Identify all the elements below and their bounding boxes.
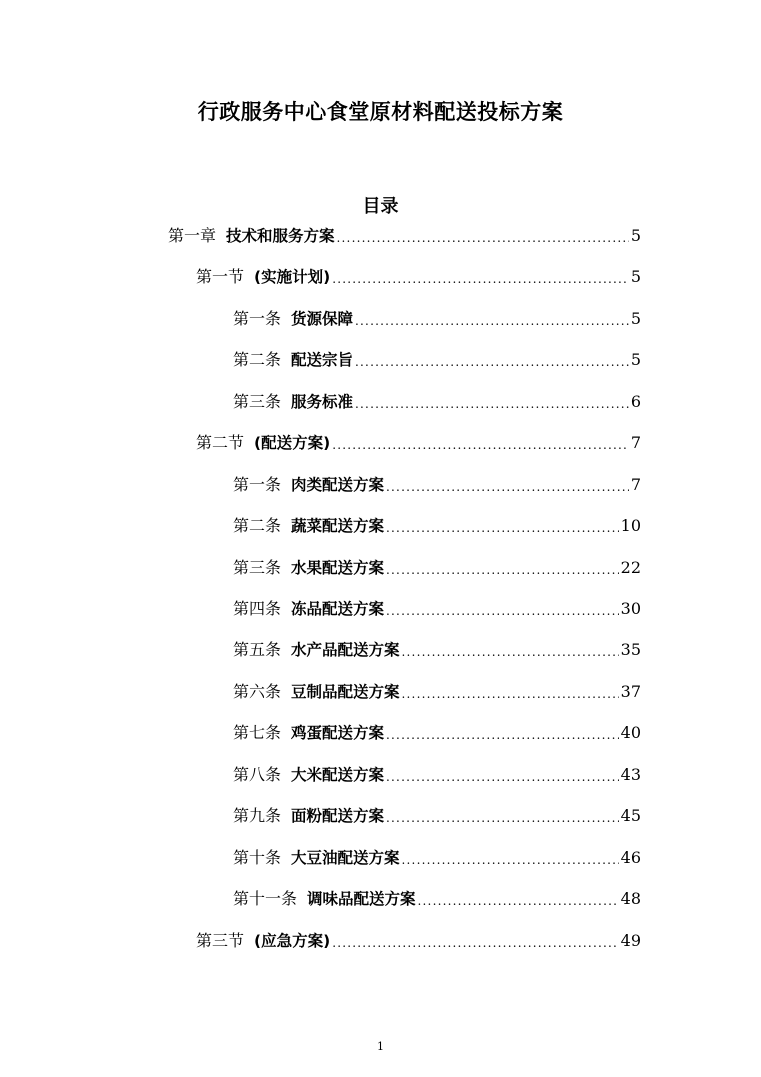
toc-entry[interactable] (196, 921, 641, 951)
toc-dot-leader (355, 309, 629, 329)
toc-entry-number: 第九条 (233, 806, 282, 825)
toc-entry[interactable] (233, 340, 641, 370)
toc-entry-title: 水果配送方案 (291, 559, 385, 577)
toc-entry-title: 货源保障 (291, 310, 354, 328)
toc-entry-page: 5 (630, 350, 641, 369)
toc-entry-number: 第十一条 (233, 889, 298, 908)
toc-heading: 目录 (362, 196, 399, 217)
toc-entry[interactable] (233, 299, 641, 329)
toc-entry-title: 肉类配送方案 (291, 476, 385, 494)
toc-entry[interactable] (196, 423, 641, 453)
toc-entry[interactable] (233, 382, 641, 412)
toc-entry-page: 5 (630, 309, 641, 328)
toc-entry[interactable] (233, 879, 641, 909)
toc-entry-page: 49 (620, 931, 641, 950)
toc-entry-page: 45 (620, 806, 641, 825)
toc-entry-page: 37 (620, 682, 641, 701)
toc-entry-page: 40 (620, 723, 641, 742)
toc-entry-page: 22 (620, 558, 641, 577)
toc-entry[interactable] (168, 216, 641, 246)
toc-dot-leader (418, 889, 619, 909)
toc-entry-title: (实施计划) (254, 268, 331, 286)
toc-entry[interactable] (233, 713, 641, 743)
toc-entry-page: 43 (620, 765, 641, 784)
toc-entry-page: 7 (630, 475, 641, 494)
toc-entry-page: 30 (620, 599, 641, 618)
toc-entry-number: 第一节 (196, 267, 245, 286)
toc-entry[interactable] (233, 506, 641, 536)
toc-entry-title: 蔬菜配送方案 (291, 517, 385, 535)
toc-entry[interactable] (233, 796, 641, 826)
toc-dot-leader (386, 723, 619, 743)
toc-entry-title: 调味品配送方案 (307, 890, 416, 908)
toc-entry[interactable] (233, 838, 641, 868)
toc-dot-leader (386, 516, 619, 536)
toc-dot-leader (337, 226, 629, 246)
toc-entry-title: 配送宗旨 (291, 351, 354, 369)
toc-entry-number: 第八条 (233, 765, 282, 784)
toc-entry-number: 第三条 (233, 558, 282, 577)
toc-entry-page: 5 (630, 267, 641, 286)
toc-entry-title: 大米配送方案 (291, 766, 385, 784)
document-title: 行政服务中心食堂原材料配送投标方案 (197, 100, 564, 124)
toc-entry[interactable] (233, 630, 641, 660)
toc-entry-title: 大豆油配送方案 (291, 849, 400, 867)
toc-entry[interactable] (233, 465, 641, 495)
toc-entry-number: 第三条 (233, 392, 282, 411)
toc-entry-number: 第六条 (233, 682, 282, 701)
toc-entry-page: 6 (630, 392, 641, 411)
toc-entry-title: 豆制品配送方案 (291, 683, 400, 701)
toc-entry-number: 第一条 (233, 475, 282, 494)
toc-dot-leader (332, 433, 629, 453)
toc-entry-title: (配送方案) (254, 434, 331, 452)
toc-entry[interactable] (196, 257, 641, 287)
toc-entry-number: 第七条 (233, 723, 282, 742)
toc-entry-title: 技术和服务方案 (226, 227, 335, 245)
toc-entry-title: 冻品配送方案 (291, 600, 385, 618)
toc-dot-leader (386, 475, 629, 495)
toc-entry-number: 第十条 (233, 848, 282, 867)
toc-entry-title: 水产品配送方案 (291, 641, 400, 659)
toc-dot-leader (355, 392, 629, 412)
toc-entry-page: 46 (620, 848, 641, 867)
toc-entry-number: 第四条 (233, 599, 282, 618)
toc-entry-number: 第二条 (233, 350, 282, 369)
toc-entry-page: 35 (620, 640, 641, 659)
toc-dot-leader (402, 848, 619, 868)
toc-dot-leader (402, 682, 619, 702)
toc-entry-page: 7 (630, 433, 641, 452)
toc-dot-leader (332, 931, 618, 951)
toc-entry-page: 5 (630, 226, 641, 245)
toc-entry-title: 服务标准 (291, 393, 354, 411)
toc-dot-leader (386, 599, 619, 619)
toc-entry-page: 48 (620, 889, 641, 908)
toc-entry-number: 第三节 (196, 931, 245, 950)
toc-dot-leader (386, 806, 619, 826)
toc-dot-leader (402, 640, 619, 660)
toc-entry-page: 10 (620, 516, 641, 535)
toc-entry-number: 第一章 (168, 226, 217, 245)
toc-entry[interactable] (233, 755, 641, 785)
toc-entry-number: 第二节 (196, 433, 245, 452)
page-number: 1 (377, 1040, 384, 1053)
toc-entry[interactable] (233, 672, 641, 702)
toc-entry[interactable] (233, 589, 641, 619)
toc-dot-leader (332, 267, 629, 287)
toc-dot-leader (386, 558, 619, 578)
toc-entry[interactable] (233, 548, 641, 578)
toc-entry-title: 鸡蛋配送方案 (291, 724, 385, 742)
toc-entry-title: (应急方案) (254, 932, 331, 950)
toc-entry-title: 面粉配送方案 (291, 807, 385, 825)
toc-entry-number: 第五条 (233, 640, 282, 659)
toc-dot-leader (386, 765, 619, 785)
toc-entry-number: 第二条 (233, 516, 282, 535)
toc-dot-leader (355, 350, 629, 370)
toc-entry-number: 第一条 (233, 309, 282, 328)
